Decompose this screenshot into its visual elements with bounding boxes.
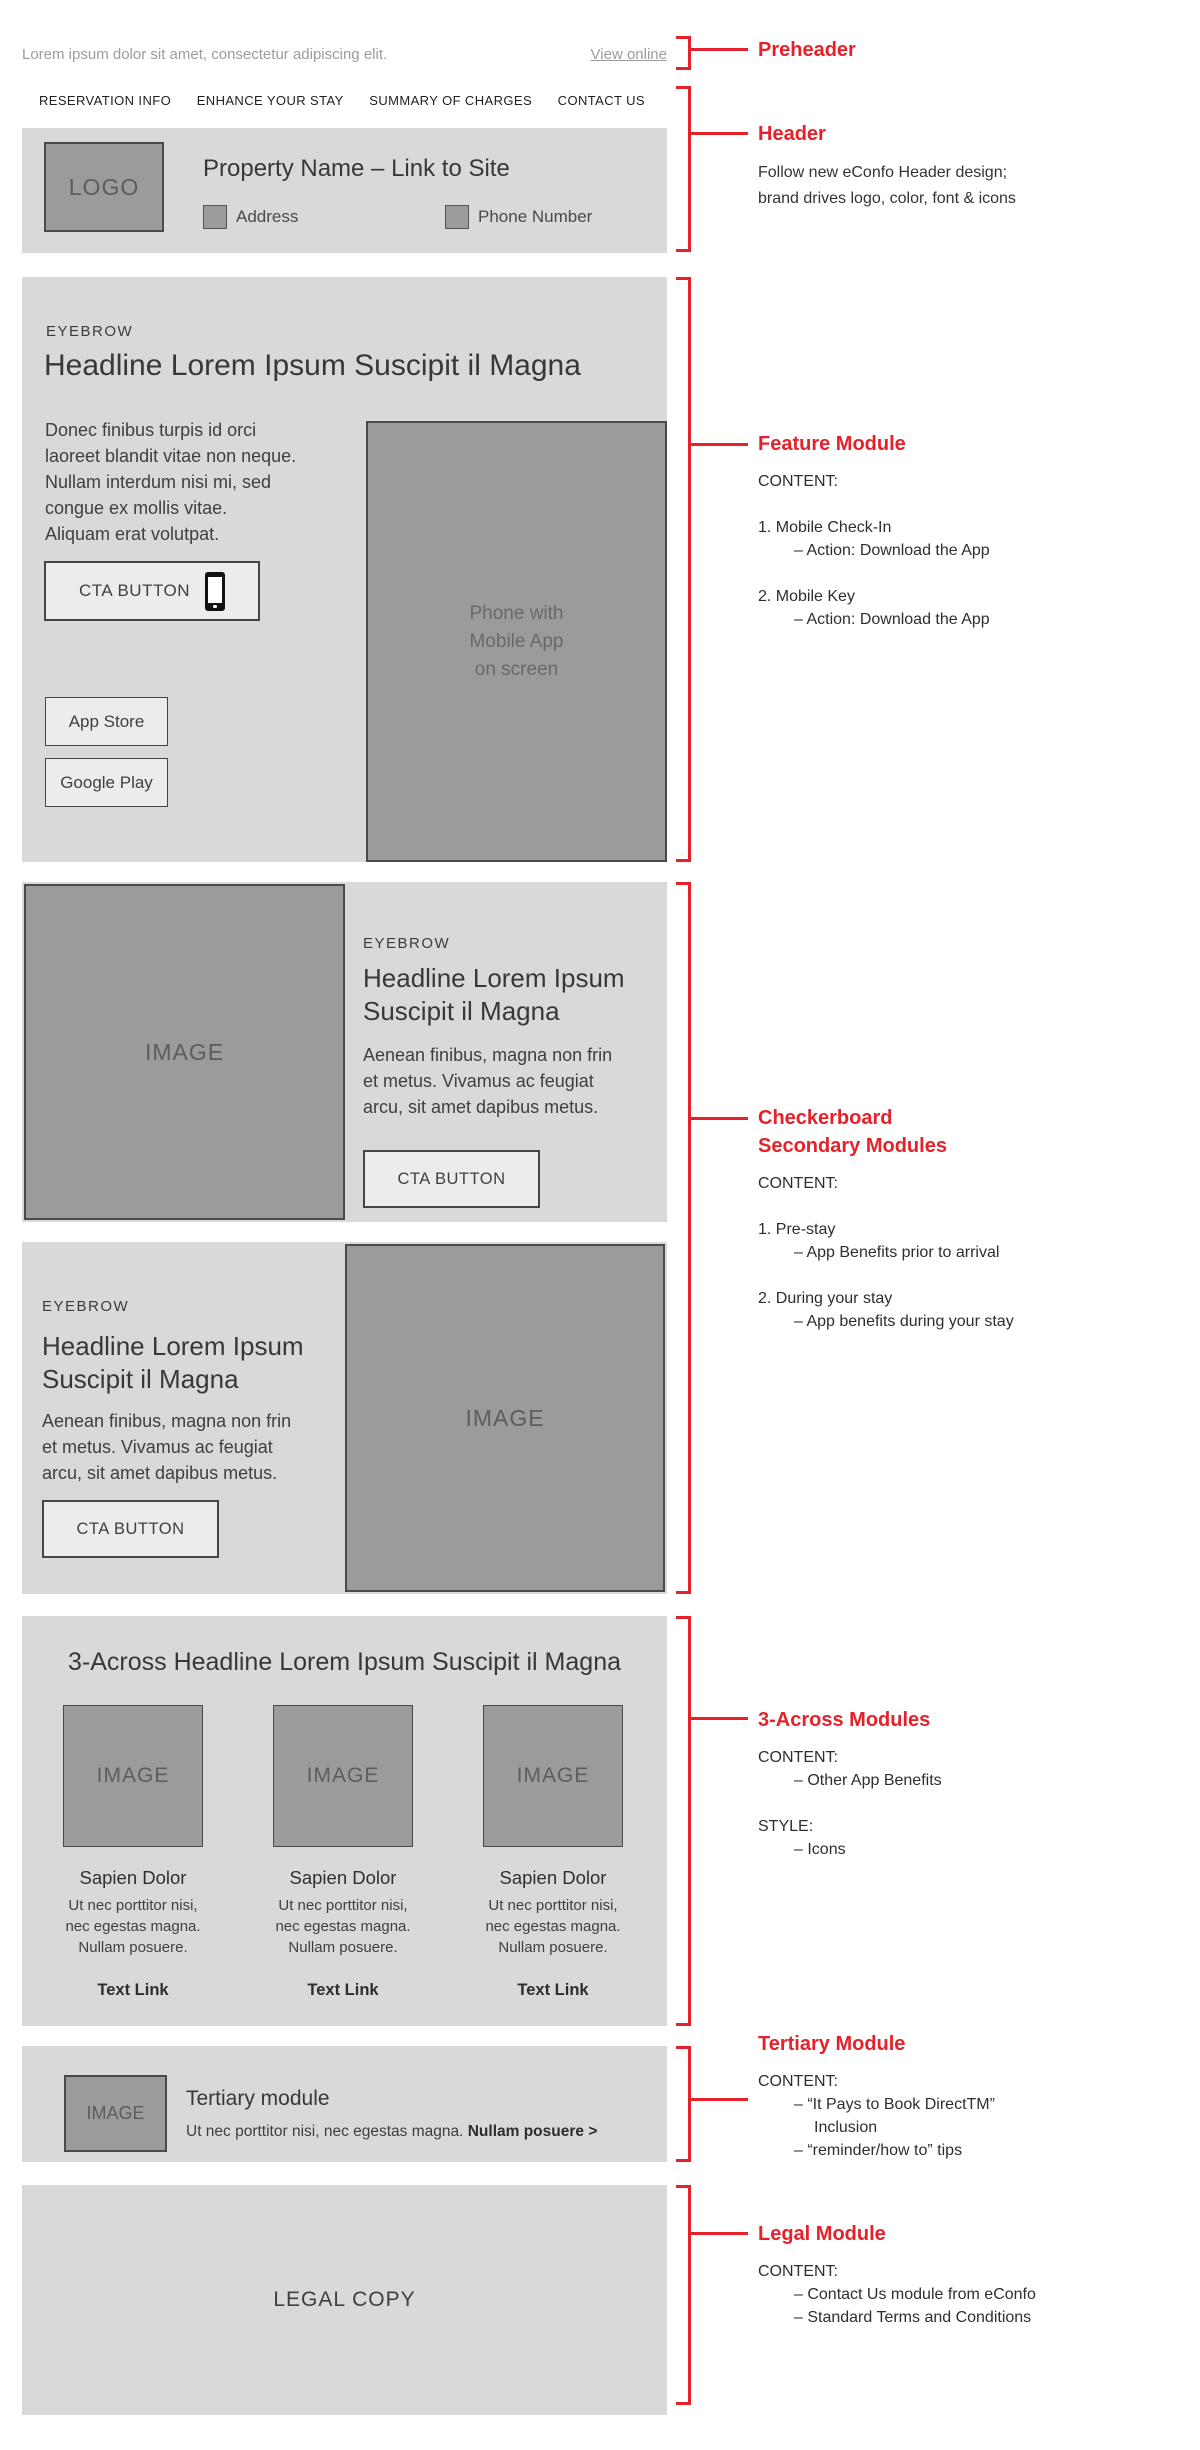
bracket-preheader [676,36,691,70]
text-line: Donec finibus turpis id orci [45,420,257,440]
bracket-three-across-connector [691,1717,748,1720]
column-text-link[interactable]: Text Link [97,1981,169,1999]
phone-image-placeholder [366,421,667,862]
google-play-button[interactable]: Google Play [45,758,168,807]
bracket-preheader-connector [691,48,748,51]
three-across-column-2 [268,1705,418,2000]
logo-placeholder: LOGO [44,142,164,232]
address-icon [203,205,227,229]
text-line: Ut nec porttitor nisi, [278,1897,408,1914]
annotation-preheader [758,36,1088,76]
text-line: nec egestas magna. [275,1918,411,1935]
annotation-label: Tertiary Module [758,2033,906,2055]
annotation-line: – App Benefits prior to arrival [794,1244,1000,1261]
text-line: Headline Lorem Ipsum [42,1331,304,1361]
text-line: Nullam posuere. [288,1939,398,1956]
column-title: Sapien Dolor [499,1867,607,1888]
tertiary-module [22,2046,667,2162]
annotation-description: brand drives logo, color, font & icons [758,190,1016,207]
text-line: laoreet blandit vitae non neque. [45,446,297,466]
checkerboard-1-body [363,1042,612,1120]
tertiary-body-link[interactable]: Nullam posuere > [467,2123,598,2140]
annotation-spacer [758,1792,1088,1815]
bracket-checkerboard-connector [691,1117,748,1120]
preheader-text: Lorem ipsum dolor sit amet, consectetur adipiscing elit. [22,46,388,63]
column-body [268,1895,418,1958]
annotation-spacer [758,1195,1088,1218]
address-row [203,205,298,229]
nav-item-contact-us[interactable]: CONTACT US [557,93,645,108]
annotation-line: – Action: Download the App [794,611,990,628]
app-store-button[interactable]: App Store [45,697,168,746]
annotation-description: Follow new eConfo Header design; [758,164,1008,181]
annotation-line: 2. During your stay [758,1290,893,1307]
image-placeholder: IMAGE [24,884,345,1220]
column-text-link[interactable]: Text Link [517,1981,589,1999]
phone-number-icon [445,205,469,229]
nav-item-enhance-your-stay[interactable]: ENHANCE YOUR STAY [196,93,344,108]
text-line: nec egestas magna. [65,1918,201,1935]
annotation-three-across [758,1706,1088,1861]
bracket-header-connector [691,132,748,135]
checkerboard-1-cta-button[interactable]: CTA BUTTON [363,1150,540,1208]
annotation-line: CONTENT: [758,1749,838,1766]
annotation-label: Header [758,123,826,145]
bracket-feature [676,277,691,862]
annotation-feature [758,430,1088,631]
feature-cta-button[interactable] [44,561,260,621]
checkerboard-2-eyebrow: EYEBROW [42,1298,130,1315]
address-label: Address [236,207,299,226]
annotation-label: Legal Module [758,2223,886,2245]
checkerboard-module-1 [22,882,667,1222]
text-line: et metus. Vivamus ac feugiat [363,1071,594,1091]
annotation-label: Feature Module [758,433,906,455]
annotation-line: STYLE: [758,1818,814,1835]
mobile-phone-icon [205,572,225,611]
text-line: et metus. Vivamus ac feugiat [42,1437,273,1457]
bracket-tertiary [676,2046,691,2162]
annotation-line: – Icons [794,1841,846,1858]
annotation-label: 3-Across Modules [758,1709,931,1731]
annotation-spacer [758,1264,1088,1287]
text-line: Mobile App [469,630,564,652]
annotation-label: Checkerboard Secondary Modules [758,1107,947,1157]
column-title: Sapien Dolor [79,1867,187,1888]
preheader-row [22,46,667,63]
three-across-column-1 [58,1705,208,2000]
tertiary-title: Tertiary module [186,2087,330,2110]
image-placeholder: IMAGE [345,1244,665,1592]
bracket-three-across [676,1616,691,2026]
annotation-line: CONTENT: [758,2073,838,2090]
annotation-line: – Action: Download the App [794,542,990,559]
annotation-spacer [758,493,1088,516]
bracket-legal [676,2185,691,2405]
checkerboard-1-eyebrow: EYEBROW [363,935,451,952]
annotation-line: – Contact Us module from eConfo [794,2286,1036,2303]
image-placeholder: IMAGE [273,1705,413,1847]
view-online-link[interactable]: View online [590,46,667,63]
tertiary-body-text: Ut nec porttitor nisi, nec egestas magna. [186,2123,468,2140]
annotation-line: 1. Pre-stay [758,1221,836,1238]
text-line: Phone with [469,602,564,624]
three-across-headline: 3-Across Headline Lorem Ipsum Suscipit il Magna [67,1648,621,1676]
bracket-tertiary-connector [691,2098,748,2101]
annotation-tertiary [758,2030,1088,2162]
text-line: arcu, sit amet dapibus metus. [42,1463,278,1483]
text-line: Nullam posuere. [78,1939,188,1956]
checkerboard-2-cta-button[interactable]: CTA BUTTON [42,1500,219,1558]
checkerboard-2-headline [42,1330,304,1396]
annotation-spacer [758,562,1088,585]
text-line: Nullam interdum nisi mi, sed [45,472,272,492]
feature-body [45,417,296,547]
annotation-line: – “reminder/how to” tips [794,2142,963,2159]
property-name-link[interactable]: Property Name – Link to Site [203,155,510,182]
text-line: Suscipit il Magna [363,996,560,1026]
image-placeholder: IMAGE [63,1705,203,1847]
text-line: Aliquam erat volutpat. [45,524,220,544]
three-across-column-3 [478,1705,628,2000]
feature-headline: Headline Lorem Ipsum Suscipit il Magna [44,349,581,382]
phone-row [445,205,592,229]
feature-eyebrow: EYEBROW [46,323,134,340]
annotation-line: CONTENT: [758,473,838,490]
feature-cta-label: CTA BUTTON [78,581,191,600]
bracket-checkerboard [676,882,691,1594]
text-line: Aenean finibus, magna non frin [363,1045,613,1065]
text-line: Nullam posuere. [498,1939,608,1956]
annotation-line: – Other App Benefits [794,1772,942,1789]
text-line: Ut nec porttitor nisi, [68,1897,198,1914]
legal-copy-placeholder: LEGAL COPY [273,2288,416,2311]
three-across-module [22,1616,667,2026]
header-module [22,128,667,253]
feature-module [22,277,667,862]
annotation-line: CONTENT: [758,1175,838,1192]
nav-item-reservation-info[interactable]: RESERVATION INFO [39,93,172,108]
image-placeholder: IMAGE [64,2075,167,2152]
checkerboard-1-headline [363,962,625,1028]
bracket-header [676,86,691,252]
annotation-line: 2. Mobile Key [758,588,855,605]
image-placeholder: IMAGE [483,1705,623,1847]
annotation-line: 1. Mobile Check-In [758,519,892,536]
text-line: Suscipit il Magna [42,1364,239,1394]
annotation-label: Preheader [758,39,856,61]
phone-number-label: Phone Number [478,207,593,226]
annotation-line: – Standard Terms and Conditions [794,2309,1032,2326]
annotation-line: CONTENT: [758,2263,838,2280]
bracket-legal-connector [691,2232,748,2235]
text-line: on screen [474,658,559,680]
checkerboard-2-body [42,1408,291,1486]
text-line: Aenean finibus, magna non frin [42,1411,292,1431]
text-line: arcu, sit amet dapibus metus. [363,1097,599,1117]
annotation-header [758,120,1088,212]
tertiary-body [186,2123,597,2141]
column-title: Sapien Dolor [289,1867,397,1888]
bracket-feature-connector [691,443,748,446]
annotation-line: Inclusion [814,2119,878,2136]
text-line: nec egestas magna. [485,1918,621,1935]
header-nav [39,93,645,108]
annotation-checkerboard [758,1104,1088,1333]
annotation-line: – “It Pays to Book DirectTM” [794,2096,995,2113]
text-line: Ut nec porttitor nisi, [488,1897,618,1914]
column-text-link[interactable]: Text Link [307,1981,379,1999]
text-line: congue ex mollis vitae. [45,498,228,518]
column-body [58,1895,208,1958]
column-body [478,1895,628,1958]
annotation-legal [758,2220,1088,2329]
annotation-line: – App benefits during your stay [794,1313,1014,1330]
text-line: Headline Lorem Ipsum [363,963,625,993]
legal-module [22,2185,667,2415]
checkerboard-module-2 [22,1242,667,1594]
nav-item-summary-of-charges[interactable]: SUMMARY OF CHARGES [369,93,533,108]
